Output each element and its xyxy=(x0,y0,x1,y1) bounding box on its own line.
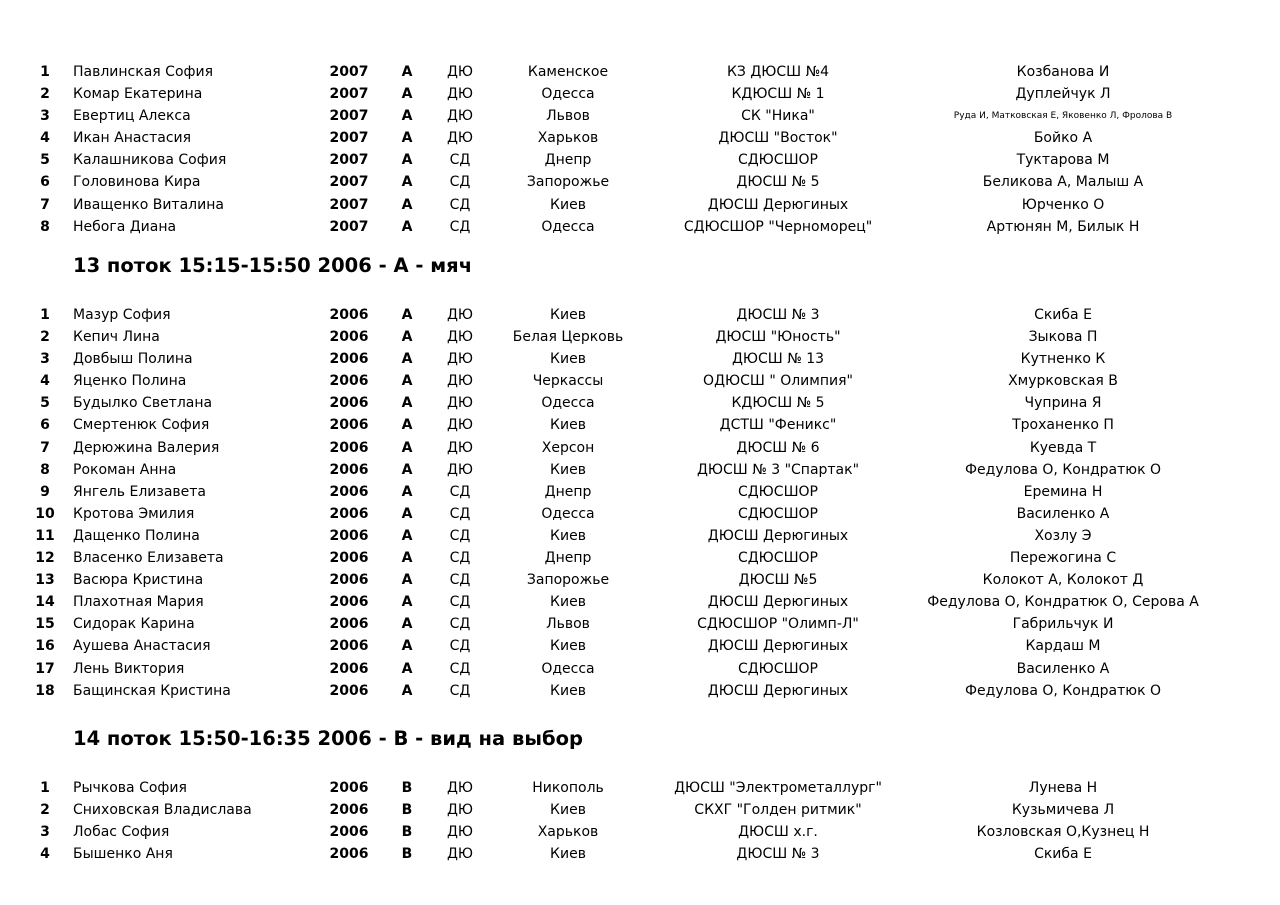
club: СКХГ "Голден ритмик" xyxy=(694,802,862,819)
city: Киев xyxy=(550,351,586,368)
athlete-name: Евертиц Алекса xyxy=(73,108,191,125)
coach: Габрильчук И xyxy=(1012,616,1114,633)
row-number: 11 xyxy=(35,527,55,544)
coach: Василенко А xyxy=(1016,505,1110,522)
city: Днепр xyxy=(544,152,592,169)
city: Запорожье xyxy=(526,174,610,191)
coach: Юрченко О xyxy=(1021,196,1105,213)
coach: Федулова О, Кондратюк О xyxy=(964,461,1161,478)
row-number: 6 xyxy=(40,417,50,434)
birth-year: 2007 xyxy=(329,152,369,169)
birth-year: 2006 xyxy=(329,461,369,478)
category: В xyxy=(401,824,413,841)
athlete-name: Сниховская Владислава xyxy=(73,802,252,819)
athlete-name: Будылко Светлана xyxy=(73,395,213,412)
school-type: ДЮ xyxy=(446,439,474,456)
category: А xyxy=(401,550,413,567)
coach: Козловская О,Кузнец Н xyxy=(976,824,1150,841)
row-number: 2 xyxy=(40,86,50,103)
coach: Троханенко П xyxy=(1012,417,1114,434)
school-type: СД xyxy=(449,152,471,169)
category: В xyxy=(401,846,413,863)
school-type: ДЮ xyxy=(446,780,474,796)
birth-year: 2006 xyxy=(329,395,369,412)
city: Киев xyxy=(550,417,586,434)
birth-year: 2006 xyxy=(329,780,369,796)
school-type: ДЮ xyxy=(446,86,474,103)
school-type: ДЮ xyxy=(446,824,474,841)
birth-year: 2006 xyxy=(329,660,369,677)
coach: Федулова О, Кондратюк О xyxy=(964,682,1161,699)
athlete-name: Бышенко Аня xyxy=(73,846,173,863)
category: А xyxy=(401,395,413,412)
city: Одесса xyxy=(541,86,595,103)
athlete-name: Янгель Елизавета xyxy=(73,483,207,500)
category: А xyxy=(401,329,413,346)
athlete-name: Аушева Анастасия xyxy=(73,638,211,655)
city: Днепр xyxy=(544,483,592,500)
coach: Зыкова П xyxy=(1028,329,1098,346)
school-type: ДЮ xyxy=(446,329,474,346)
birth-year: 2006 xyxy=(329,329,369,346)
club: СДЮСШОР xyxy=(737,550,819,567)
row-number: 10 xyxy=(35,505,55,522)
category: А xyxy=(401,682,413,699)
club: ДЮСШ № 3 xyxy=(736,846,820,863)
category: А xyxy=(401,527,413,544)
club: ДЮСШ Дерюгиных xyxy=(707,527,849,544)
birth-year: 2006 xyxy=(329,550,369,567)
table-row xyxy=(0,459,1280,481)
school-type: СД xyxy=(449,174,471,191)
table-row xyxy=(0,503,1280,525)
city: Черкассы xyxy=(532,373,604,390)
table-row xyxy=(0,216,1280,238)
athlete-name: Павлинская София xyxy=(73,64,213,80)
club: СДЮСШОР "Олимп-Л" xyxy=(697,616,859,633)
category: А xyxy=(401,130,413,147)
athlete-name: Рокоман Анна xyxy=(73,461,177,478)
coach: Скиба Е xyxy=(1034,846,1092,863)
birth-year: 2006 xyxy=(329,483,369,500)
city: Харьков xyxy=(537,130,599,147)
table-row xyxy=(0,525,1280,547)
city: Киев xyxy=(550,682,586,699)
club: ДЮСШ № 3 "Спартак" xyxy=(696,461,860,478)
category: А xyxy=(401,638,413,655)
coach: Кардаш М xyxy=(1025,638,1101,655)
athlete-name: Довбыш Полина xyxy=(73,351,193,368)
category: А xyxy=(401,108,413,125)
school-type: ДЮ xyxy=(446,307,474,323)
category: А xyxy=(401,505,413,522)
athlete-name: Кепич Лина xyxy=(73,329,160,346)
city: Запорожье xyxy=(526,572,610,589)
birth-year: 2007 xyxy=(329,196,369,213)
city: Одесса xyxy=(541,395,595,412)
row-number: 14 xyxy=(35,594,55,611)
row-number: 8 xyxy=(40,461,50,478)
city: Киев xyxy=(550,527,586,544)
coach: Беликова А, Малыш А xyxy=(982,174,1144,191)
category: А xyxy=(401,483,413,500)
table-row xyxy=(0,105,1280,127)
coach: Кутненко К xyxy=(1020,351,1106,368)
city: Львов xyxy=(546,108,590,125)
row-number: 15 xyxy=(35,616,55,633)
club: СК "Ника" xyxy=(741,108,815,125)
category: В xyxy=(401,780,413,796)
school-type: ДЮ xyxy=(446,395,474,412)
coach: Пережогина С xyxy=(1009,550,1117,567)
athlete-name: Васюра Кристина xyxy=(73,572,204,589)
table-row xyxy=(0,547,1280,569)
school-type: ДЮ xyxy=(446,64,474,80)
category: А xyxy=(401,616,413,633)
athlete-name: Лень Виктория xyxy=(73,660,185,677)
city: Харьков xyxy=(537,824,599,841)
birth-year: 2006 xyxy=(329,638,369,655)
row-number: 9 xyxy=(40,483,50,500)
table-row xyxy=(0,127,1280,149)
city: Киев xyxy=(550,461,586,478)
row-number: 7 xyxy=(40,196,50,213)
category: А xyxy=(401,461,413,478)
club: СДЮСШОР xyxy=(737,483,819,500)
table-row xyxy=(0,348,1280,370)
birth-year: 2007 xyxy=(329,130,369,147)
school-type: СД xyxy=(449,660,471,677)
coach: Куевда Т xyxy=(1029,439,1097,456)
category: А xyxy=(401,660,413,677)
city: Киев xyxy=(550,638,586,655)
table-row xyxy=(0,821,1280,843)
row-number: 1 xyxy=(40,780,50,796)
row-number: 7 xyxy=(40,439,50,456)
athlete-name: Икан Анастасия xyxy=(73,130,192,147)
club: СДЮСШОР xyxy=(737,505,819,522)
row-number: 1 xyxy=(40,307,50,323)
school-type: СД xyxy=(449,505,471,522)
table-row xyxy=(0,304,1280,326)
birth-year: 2006 xyxy=(329,351,369,368)
table-row xyxy=(0,194,1280,216)
coach: Лунева Н xyxy=(1028,780,1098,796)
coach: Федулова О, Кондратюк О, Серова А xyxy=(927,594,1199,611)
table-row xyxy=(0,777,1280,799)
city: Киев xyxy=(550,307,586,323)
city: Днепр xyxy=(544,550,592,567)
club: ДЮСШ Дерюгиных xyxy=(707,638,849,655)
row-number: 4 xyxy=(40,373,50,390)
city: Херсон xyxy=(541,439,595,456)
category: А xyxy=(401,86,413,103)
school-type: ДЮ xyxy=(446,802,474,819)
athlete-name: Дащенко Полина xyxy=(73,527,200,544)
birth-year: 2006 xyxy=(329,824,369,841)
table-row xyxy=(0,414,1280,436)
coach: Еремина Н xyxy=(1023,483,1103,500)
category: А xyxy=(401,373,413,390)
athlete-name: Плахотная Мария xyxy=(73,594,204,611)
category: А xyxy=(401,572,413,589)
school-type: СД xyxy=(449,572,471,589)
school-type: СД xyxy=(449,483,471,500)
club: СДЮСШОР xyxy=(737,660,819,677)
birth-year: 2006 xyxy=(329,527,369,544)
birth-year: 2006 xyxy=(329,802,369,819)
table-row xyxy=(0,481,1280,503)
coach: Артюнян М, Билык Н xyxy=(986,218,1140,235)
coach: Чуприна Я xyxy=(1024,395,1102,412)
table-row xyxy=(0,680,1280,702)
school-type: СД xyxy=(449,218,471,235)
table-row xyxy=(0,171,1280,193)
stream-14-heading: 14 поток 15:50-16:35 2006 - В - вид на выбор xyxy=(73,727,583,750)
category: А xyxy=(401,196,413,213)
birth-year: 2007 xyxy=(329,86,369,103)
city: Одесса xyxy=(541,660,595,677)
category: А xyxy=(401,64,413,80)
athlete-name: Калашникова София xyxy=(73,152,227,169)
club: ДЮСШ х.г. xyxy=(738,824,818,841)
school-type: СД xyxy=(449,196,471,213)
city: Киев xyxy=(550,594,586,611)
club: КДЮСШ № 1 xyxy=(731,86,825,103)
city: Каменское xyxy=(527,64,609,80)
group-stream-14 xyxy=(0,777,1280,865)
table-row xyxy=(0,370,1280,392)
row-number: 13 xyxy=(35,572,55,589)
birth-year: 2007 xyxy=(329,64,369,80)
category: А xyxy=(401,594,413,611)
coach: Хозлу Э xyxy=(1034,527,1092,544)
club: ДЮСШ №5 xyxy=(738,572,818,589)
club: СДЮСШОР xyxy=(737,152,819,169)
table-row xyxy=(0,569,1280,591)
birth-year: 2006 xyxy=(329,373,369,390)
club: СДЮСШОР "Черноморец" xyxy=(683,218,873,235)
city: Киев xyxy=(550,196,586,213)
coach: Василенко А xyxy=(1016,660,1110,677)
table-row xyxy=(0,799,1280,821)
coach: Дуплейчук Л xyxy=(1015,86,1111,103)
category: А xyxy=(401,218,413,235)
row-number: 6 xyxy=(40,174,50,191)
school-type: ДЮ xyxy=(446,417,474,434)
city: Одесса xyxy=(541,505,595,522)
table-row xyxy=(0,83,1280,105)
coach: Руда И, Матковская Е, Яковенко Л, Фролова В xyxy=(953,111,1173,122)
athlete-name: Кротова Эмилия xyxy=(73,505,195,522)
school-type: ДЮ xyxy=(446,108,474,125)
school-type: СД xyxy=(449,550,471,567)
club: ДЮСШ "Юность" xyxy=(715,329,841,346)
birth-year: 2006 xyxy=(329,616,369,633)
birth-year: 2006 xyxy=(329,307,369,323)
category: В xyxy=(401,802,413,819)
birth-year: 2006 xyxy=(329,417,369,434)
birth-year: 2007 xyxy=(329,108,369,125)
row-number: 4 xyxy=(40,846,50,863)
athlete-name: Комар Екатерина xyxy=(73,86,203,103)
coach: Козбанова И xyxy=(1016,64,1110,80)
athlete-name: Лобас София xyxy=(73,824,170,841)
athlete-name: Бащинская Кристина xyxy=(73,682,231,699)
row-number: 12 xyxy=(35,550,55,567)
club: ДЮСШ "Восток" xyxy=(718,130,838,147)
athlete-name: Смертенюк София xyxy=(73,417,210,434)
athlete-name: Рычкова София xyxy=(73,780,187,796)
coach: Хмурковская В xyxy=(1008,373,1118,390)
category: А xyxy=(401,439,413,456)
club: ДЮСШ Дерюгиных xyxy=(707,196,849,213)
row-number: 2 xyxy=(40,329,50,346)
birth-year: 2006 xyxy=(329,846,369,863)
birth-year: 2006 xyxy=(329,682,369,699)
table-row xyxy=(0,658,1280,680)
athlete-name: Мазур София xyxy=(73,307,171,323)
school-type: ДЮ xyxy=(446,846,474,863)
coach: Туктарова М xyxy=(1016,152,1110,169)
coach: Кузьмичева Л xyxy=(1011,802,1115,819)
school-type: ДЮ xyxy=(446,351,474,368)
athlete-name: Головинова Кира xyxy=(73,174,201,191)
row-number: 8 xyxy=(40,218,50,235)
club: ДЮСШ Дерюгиных xyxy=(707,594,849,611)
row-number: 3 xyxy=(40,824,50,841)
birth-year: 2007 xyxy=(329,218,369,235)
athlete-name: Власенко Елизавета xyxy=(73,550,224,567)
club: КДЮСШ № 5 xyxy=(731,395,825,412)
city: Никополь xyxy=(532,780,604,796)
table-row xyxy=(0,392,1280,414)
athlete-name: Яценко Полина xyxy=(73,373,187,390)
row-number: 3 xyxy=(40,108,50,125)
category: А xyxy=(401,417,413,434)
club: ДЮСШ № 13 xyxy=(731,351,825,368)
school-type: СД xyxy=(449,616,471,633)
table-row xyxy=(0,149,1280,171)
group-2007-a xyxy=(0,61,1280,238)
birth-year: 2006 xyxy=(329,594,369,611)
school-type: ДЮ xyxy=(446,461,474,478)
school-type: СД xyxy=(449,594,471,611)
category: А xyxy=(401,351,413,368)
athlete-name: Дерюжина Валерия xyxy=(73,439,220,456)
club: ДЮСШ № 5 xyxy=(736,174,820,191)
stream-13-heading: 13 поток 15:15-15:50 2006 - А - мяч xyxy=(73,254,473,277)
row-number: 5 xyxy=(40,395,50,412)
club: ДСТШ "Феникс" xyxy=(719,417,837,434)
school-type: СД xyxy=(449,682,471,699)
row-number: 16 xyxy=(35,638,55,655)
category: А xyxy=(401,152,413,169)
row-number: 1 xyxy=(40,64,50,80)
coach: Колокот А, Колокот Д xyxy=(982,572,1144,589)
city: Львов xyxy=(546,616,590,633)
birth-year: 2007 xyxy=(329,174,369,191)
birth-year: 2006 xyxy=(329,572,369,589)
city: Киев xyxy=(550,802,586,819)
table-row xyxy=(0,843,1280,865)
club: ДЮСШ "Электрометаллург" xyxy=(674,780,882,796)
table-row xyxy=(0,635,1280,657)
athlete-name: Сидорак Карина xyxy=(73,616,195,633)
athlete-name: Иващенко Виталина xyxy=(73,196,224,213)
row-number: 18 xyxy=(35,682,55,699)
group-stream-13 xyxy=(0,304,1280,702)
birth-year: 2006 xyxy=(329,505,369,522)
birth-year: 2006 xyxy=(329,439,369,456)
school-type: СД xyxy=(449,638,471,655)
row-number: 2 xyxy=(40,802,50,819)
school-type: СД xyxy=(449,527,471,544)
city: Белая Церковь xyxy=(512,329,624,346)
category: А xyxy=(401,174,413,191)
athlete-name: Небога Диана xyxy=(73,218,177,235)
category: А xyxy=(401,307,413,323)
table-row xyxy=(0,437,1280,459)
table-row xyxy=(0,591,1280,613)
club: КЗ ДЮСШ №4 xyxy=(726,64,830,80)
coach: Бойко А xyxy=(1033,130,1093,147)
club: ДЮСШ № 6 xyxy=(736,439,820,456)
table-row xyxy=(0,613,1280,635)
row-number: 3 xyxy=(40,351,50,368)
school-type: ДЮ xyxy=(446,373,474,390)
club: ОДЮСШ " Олимпия" xyxy=(703,373,853,390)
row-number: 4 xyxy=(40,130,50,147)
row-number: 17 xyxy=(35,660,55,677)
club: ДЮСШ № 3 xyxy=(736,307,820,323)
school-type: ДЮ xyxy=(446,130,474,147)
coach: Скиба Е xyxy=(1034,307,1092,323)
city: Одесса xyxy=(541,218,595,235)
city: Киев xyxy=(550,846,586,863)
table-row xyxy=(0,61,1280,83)
table-row xyxy=(0,326,1280,348)
row-number: 5 xyxy=(40,152,50,169)
club: ДЮСШ Дерюгиных xyxy=(707,682,849,699)
